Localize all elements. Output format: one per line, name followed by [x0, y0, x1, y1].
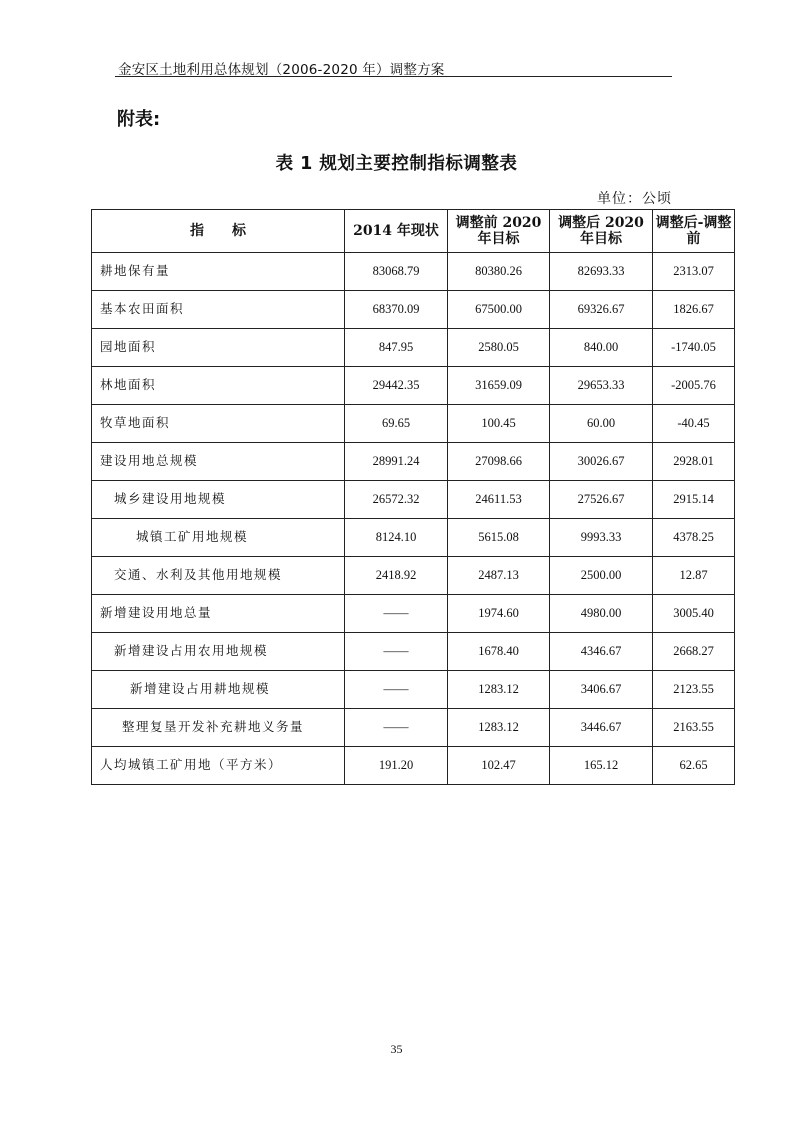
table-body	[92, 253, 735, 785]
indicator-name-cell: 牧草地面积	[92, 405, 345, 443]
value-2014-cell: 69.65	[345, 405, 448, 443]
value-difference-cell: -40.45	[653, 405, 735, 443]
value-difference-cell: 2928.01	[653, 443, 735, 481]
value-before-cell: 102.47	[448, 747, 550, 785]
indicator-name-cell: 新增建设占用耕地规模	[92, 671, 345, 709]
column-header-indicator: 指 标	[92, 210, 345, 253]
value-after-cell: 2500.00	[550, 557, 653, 595]
value-2014-cell: ——	[345, 709, 448, 747]
value-after-cell: 9993.33	[550, 519, 653, 557]
value-2014-cell: ——	[345, 671, 448, 709]
value-2014-cell: 28991.24	[345, 443, 448, 481]
value-after-cell: 165.12	[550, 747, 653, 785]
indicator-name-cell: 新增建设用地总量	[92, 595, 345, 633]
table-row	[92, 519, 735, 557]
value-before-cell: 67500.00	[448, 291, 550, 329]
value-difference-cell: 2123.55	[653, 671, 735, 709]
indicator-name-cell: 交通、水利及其他用地规模	[92, 557, 345, 595]
indicator-name-cell: 耕地保有量	[92, 253, 345, 291]
value-before-cell: 27098.66	[448, 443, 550, 481]
control-indicators-table	[91, 209, 735, 785]
column-header-2014-status: 2014 年现状	[345, 210, 448, 253]
table-row	[92, 291, 735, 329]
table-header-row	[92, 210, 735, 253]
value-before-cell: 80380.26	[448, 253, 550, 291]
column-header-difference: 调整后-调整前	[653, 210, 735, 253]
value-2014-cell: ——	[345, 595, 448, 633]
value-before-cell: 2487.13	[448, 557, 550, 595]
indicator-name-cell: 建设用地总规模	[92, 443, 345, 481]
value-2014-cell: 191.20	[345, 747, 448, 785]
table-row	[92, 633, 735, 671]
value-difference-cell: 2915.14	[653, 481, 735, 519]
column-header-after-adjustment: 调整后 2020 年目标	[550, 210, 653, 253]
column-header-before-adjustment: 调整前 2020 年目标	[448, 210, 550, 253]
value-difference-cell: 12.87	[653, 557, 735, 595]
unit-note: 单位：公顷	[597, 191, 672, 207]
value-difference-cell: 2313.07	[653, 253, 735, 291]
table-row	[92, 253, 735, 291]
value-before-cell: 1678.40	[448, 633, 550, 671]
value-difference-cell: -1740.05	[653, 329, 735, 367]
value-before-cell: 1974.60	[448, 595, 550, 633]
value-after-cell: 4346.67	[550, 633, 653, 671]
value-difference-cell: 62.65	[653, 747, 735, 785]
value-before-cell: 1283.12	[448, 671, 550, 709]
indicator-name-cell: 城镇工矿用地规模	[92, 519, 345, 557]
indicator-name-cell: 城乡建设用地规模	[92, 481, 345, 519]
value-2014-cell: ——	[345, 633, 448, 671]
running-header-title: 金安区土地利用总体规划（2006-2020 年）调整方案	[118, 62, 445, 78]
table-row	[92, 443, 735, 481]
value-after-cell: 82693.33	[550, 253, 653, 291]
value-before-cell: 1283.12	[448, 709, 550, 747]
indicator-name-cell: 林地面积	[92, 367, 345, 405]
table-row	[92, 405, 735, 443]
value-after-cell: 3406.67	[550, 671, 653, 709]
value-difference-cell: 2668.27	[653, 633, 735, 671]
value-2014-cell: 847.95	[345, 329, 448, 367]
appendix-label: 附表:	[117, 109, 161, 130]
table-row	[92, 329, 735, 367]
value-difference-cell: 4378.25	[653, 519, 735, 557]
table-row	[92, 671, 735, 709]
value-after-cell: 30026.67	[550, 443, 653, 481]
value-after-cell: 3446.67	[550, 709, 653, 747]
table-row	[92, 709, 735, 747]
table-title: 表 1 规划主要控制指标调整表	[275, 154, 518, 174]
value-difference-cell: 3005.40	[653, 595, 735, 633]
value-before-cell: 2580.05	[448, 329, 550, 367]
value-after-cell: 4980.00	[550, 595, 653, 633]
value-2014-cell: 26572.32	[345, 481, 448, 519]
table-row	[92, 747, 735, 785]
header-divider	[115, 76, 672, 77]
value-before-cell: 31659.09	[448, 367, 550, 405]
value-2014-cell: 8124.10	[345, 519, 448, 557]
value-after-cell: 60.00	[550, 405, 653, 443]
table-row	[92, 367, 735, 405]
value-2014-cell: 68370.09	[345, 291, 448, 329]
table-row	[92, 481, 735, 519]
indicator-name-cell: 基本农田面积	[92, 291, 345, 329]
value-2014-cell: 29442.35	[345, 367, 448, 405]
value-after-cell: 29653.33	[550, 367, 653, 405]
table-row	[92, 557, 735, 595]
value-after-cell: 27526.67	[550, 481, 653, 519]
value-before-cell: 24611.53	[448, 481, 550, 519]
page-number: 35	[390, 1042, 403, 1056]
value-difference-cell: 2163.55	[653, 709, 735, 747]
value-before-cell: 5615.08	[448, 519, 550, 557]
table-row	[92, 595, 735, 633]
value-difference-cell: 1826.67	[653, 291, 735, 329]
value-after-cell: 69326.67	[550, 291, 653, 329]
indicator-name-cell: 人均城镇工矿用地（平方米）	[92, 747, 345, 785]
value-before-cell: 100.45	[448, 405, 550, 443]
value-difference-cell: -2005.76	[653, 367, 735, 405]
indicator-name-cell: 整理复垦开发补充耕地义务量	[92, 709, 345, 747]
indicator-name-cell: 园地面积	[92, 329, 345, 367]
value-2014-cell: 2418.92	[345, 557, 448, 595]
indicator-name-cell: 新增建设占用农用地规模	[92, 633, 345, 671]
value-after-cell: 840.00	[550, 329, 653, 367]
value-2014-cell: 83068.79	[345, 253, 448, 291]
